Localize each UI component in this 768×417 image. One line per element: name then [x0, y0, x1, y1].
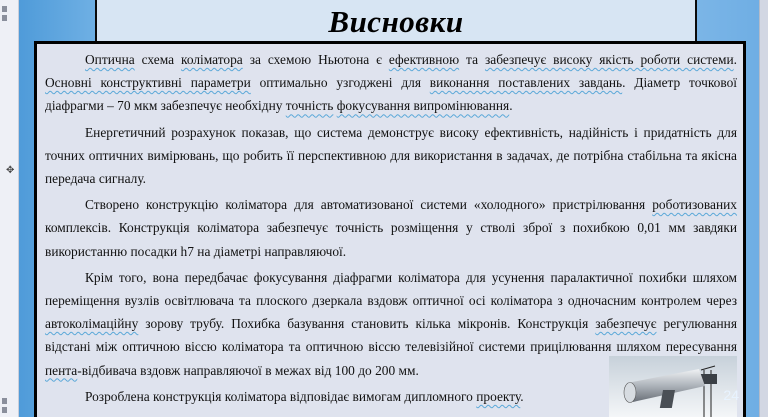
spellcheck-underlined-text: ефективною	[388, 52, 460, 67]
paragraph-text: регулювання відстані між оптичною віссю коліматора та оптичною віссю телевізійної системи прицілювання шляхом пересування	[45, 316, 737, 355]
slide-title: Висновки	[328, 4, 464, 39]
paragraph-text: . Діаметр точкової діафрагми – 70 мкм забезпечує необхідну	[45, 75, 737, 114]
body-paragraph	[45, 48, 737, 118]
body-paragraph	[45, 121, 737, 191]
paragraph-text: Розроблена конструкція коліматора відповідає вимогам дипломного	[85, 388, 477, 404]
paragraph-text: схема	[134, 52, 182, 67]
paragraph-text: та	[459, 52, 485, 67]
paragraph-text: -відбивача вздовж направляючої в межах від 100 до 200 мм.	[77, 362, 419, 378]
collimator-model-image	[609, 356, 737, 417]
paragraph-text: Крім того, вона передбачає фокусування діафрагми коліматора для усунення паралактичної похибки шляхом переміщення вузлів освітлювача та плоского дзеркала вздовж оптичної осі коліматора з одночасним контролем через	[45, 269, 737, 309]
body-paragraph	[45, 193, 737, 263]
paragraph-text: Енергетичний розрахунок показав, що система демонструє високу ефективність, надійність і придатність для точних оптичних вимірювань, що робить її перспективною для використання в задачах, де потрібна стабільна та якісна передача сигналу.	[45, 124, 737, 187]
spellcheck-underlined-text: Оптична	[85, 52, 135, 67]
paragraph-text: зорову трубу. Похибка базування становить кілька мікронів. Конструкція	[138, 316, 596, 332]
vertical-scrollbar[interactable]	[759, 0, 768, 417]
spellcheck-underlined-text: виконання поставлених завдань	[429, 75, 623, 91]
paragraph-text: .	[520, 388, 524, 404]
paragraph-text: Створено конструкцію коліматора для автоматизованої системи «холодного» пристрілювання	[85, 197, 653, 213]
spellcheck-underlined-text: проекту	[476, 388, 521, 404]
paragraph-text: комплексів. Конструкція коліматора забезпечує точність розміщення у стволі зброї з похибкою 0,01 мм завдяки використанню посадки h7 на діаметрі направляючої.	[45, 220, 737, 259]
spellcheck-underlined-text: забезпечує високу якість роботи системи	[484, 52, 734, 67]
thumbnail-marker	[2, 6, 7, 12]
spellcheck-underlined-text: фокусування випромінювання	[336, 98, 510, 114]
paragraph-text: оптимально узгоджені для	[250, 75, 430, 91]
slide-canvas[interactable]	[19, 0, 759, 417]
resize-handle-icon[interactable]: ✥	[6, 165, 15, 176]
slide-thumbnail-panel	[0, 0, 19, 417]
spellcheck-underlined-text: роботизованих	[652, 197, 737, 213]
paragraph-text: за схемою Ньютона є	[242, 52, 389, 67]
slide-number: 24	[723, 387, 739, 403]
spellcheck-underlined-text: точність	[285, 98, 334, 114]
spellcheck-underlined-text: пента	[45, 362, 78, 378]
paragraph-text: .	[509, 98, 513, 114]
spellcheck-underlined-text: автоколімаційну	[45, 316, 139, 332]
spellcheck-underlined-text: коліматора	[181, 52, 243, 67]
thumbnail-marker	[2, 398, 7, 404]
spellcheck-underlined-text: Основні конструктивні параметри	[45, 75, 251, 91]
thumbnail-marker	[2, 15, 7, 21]
paragraph-text: .	[733, 52, 738, 67]
spellcheck-underlined-text: забезпечує	[595, 316, 657, 332]
thumbnail-marker	[2, 407, 7, 413]
